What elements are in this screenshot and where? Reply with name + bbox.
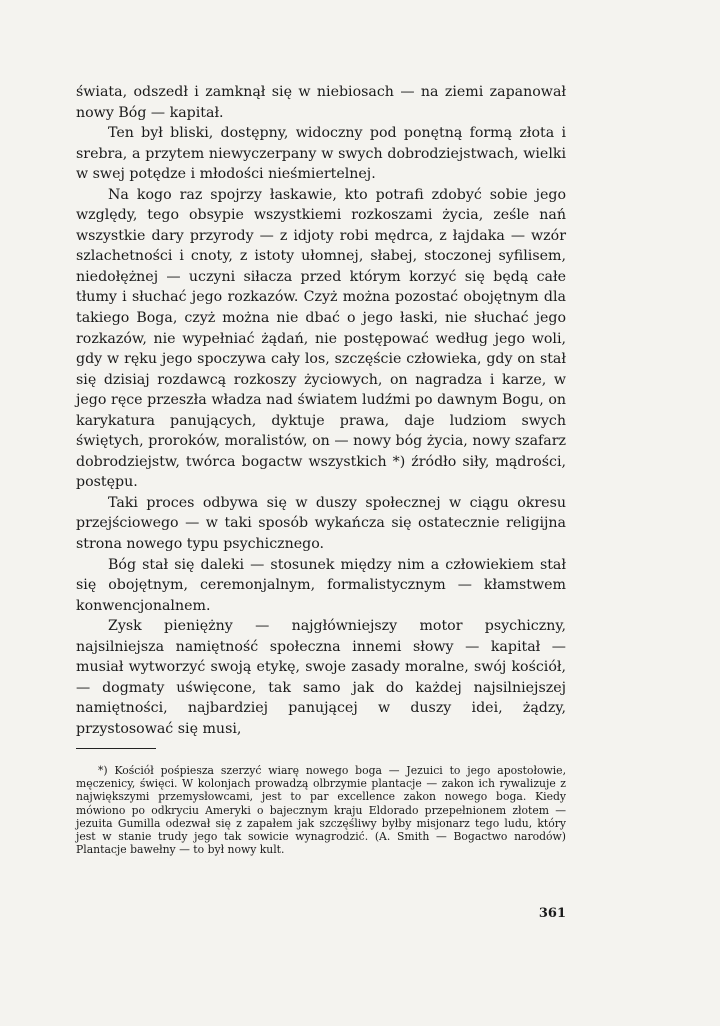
- footnote-text: *) Kościół pośpiesza szerzyć wiarę nowego boga — Jezuici to jego apostołowie, męczenicy, święci. W kolonjach prowadzą olbrzymie plantacje — zakon ich rywalizuje z największymi przemysłowcami, jest to par excellence zakon nowego boga. Kiedy mówiono po odkryciu Ameryki o bajecznym kraju Eldorado przepełnionem złotem — jezuita Gumilla odezwał się z zapałem jak szczęśliwy byłby misjonarz tego ludu, który jest w stanie trudy jego tak sowicie wynagrodzić. (A. Smith — Bogactwo narodów) Plantacje bawełny — to był nowy kult.: [76, 764, 566, 857]
- paragraph: Taki proces odbywa się w duszy społecznej w ciągu okresu przejściowego — w taki sposób wykańcza się ostatecznie religijna strona nowego typu psychicznego.: [76, 494, 566, 553]
- footnote: [76, 764, 566, 856]
- body-text: [76, 82, 566, 740]
- page-number: 361: [538, 906, 566, 921]
- paragraph: Bóg stał się daleki — stosunek między nim a człowiekiem stał się obojętnym, ceremonjalnym, formalistycznym — kłamstwem konwencjonalnem.: [76, 556, 566, 614]
- paragraph: Zysk pieniężny — najgłówniejszy motor psychiczny, najsilniejsza namiętność społeczna innemi słowy — kapitał — musiał wytworzyć swoją etykę, swoje zasady moralne, swój kościół, — dogmaty uświęcone, tak samo jak do każdej najsilniejszej namiętności, najbardziej panującej w duszy idei, żądzy, przystosować się musi,: [76, 618, 566, 737]
- footnote-divider: [76, 748, 156, 749]
- paragraph: Na kogo raz spojrzy łaskawie, kto potrafi zdobyć sobie jego względy, tego obsypie wszystkiemi rozkoszami życia, ześle nań wszystkie dary przyrody — z idjoty robi mędrca, z łajdaka — wzór szlachetności i cnoty, z istoty ułomnej, słabej, stoczonej syfilisem, niedołężnej — uczyni siłacza przed którym korzyć się będą całe tłumy i słuchać jego rozkazów. Czyż można pozostać obojętnym dla takiego Boga, czyż można nie dbać o jego łaski, nie słuchać jego rozkazów, nie wypełniać żądań, nie postępować według jego woli, gdy w ręku jego spoczywa cały los, szczęście człowieka, gdy on stał się dzisiaj rozdawcą rozkoszy życiowych, on nagradza i karze, w jego ręce przeszła władza nad światem ludźmi po dawnym Bogu, on karykatura panujących, dyktuje prawa, daje ludziom swych świętych, proroków, moralistów, on — nowy bóg życia, nowy szafarz dobrodziejstw, twórca bogactw wszystkich *) źródło siły, mądrości, postępu.: [76, 186, 566, 491]
- paragraph: świata, odszedł i zamknął się w niebiosach — na ziemi zapanował nowy Bóg — kapitał.: [76, 84, 566, 121]
- paragraph: Ten był bliski, dostępny, widoczny pod ponętną formą złota i srebra, a przytem niewyczerpany w swych dobrodziejstwach, wielki w swej potędze i młodości nieśmiertelnej.: [76, 125, 566, 183]
